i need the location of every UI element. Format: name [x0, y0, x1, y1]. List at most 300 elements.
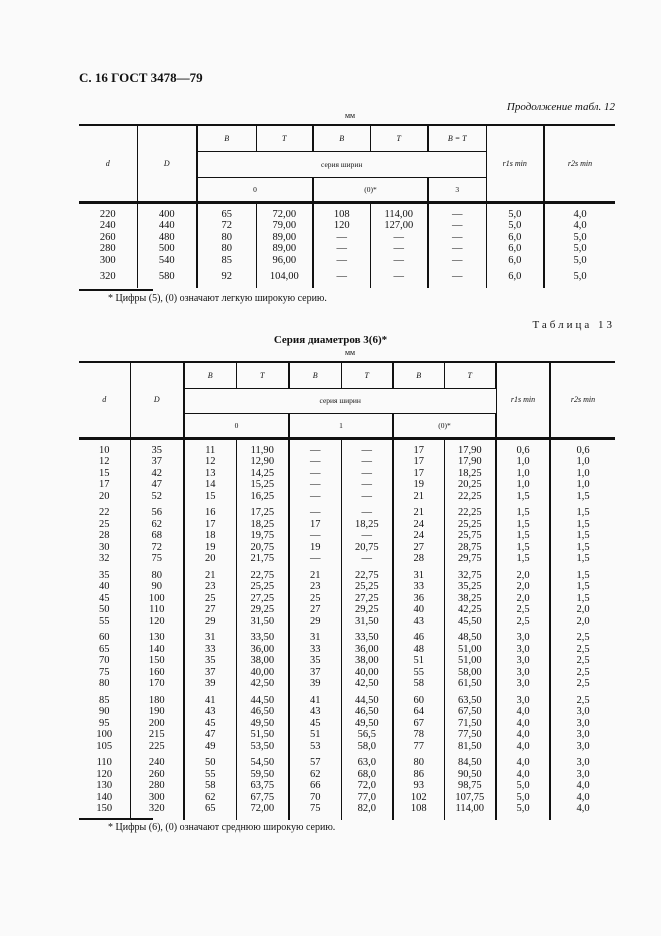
table-cell: 42,50	[236, 678, 289, 690]
table-row	[79, 468, 615, 480]
table-cell: 2,5	[496, 616, 550, 628]
table-cell: 51,50	[236, 729, 289, 741]
table-cell: 21	[289, 570, 341, 582]
table-cell: 82,0	[341, 803, 393, 815]
table-cell: 5,0	[544, 232, 615, 244]
table-cell: 107,75	[444, 792, 496, 804]
table-cell: 17	[393, 456, 444, 468]
table-cell: 45	[289, 718, 341, 730]
table-cell: 10	[99, 444, 110, 456]
header-B: B	[393, 362, 444, 388]
table-cell: —	[428, 220, 486, 232]
spacer-cell	[184, 815, 236, 820]
table-cell: 46	[393, 632, 444, 644]
header-r2s-min: r2s min	[544, 125, 615, 202]
table-cell: 75	[99, 666, 110, 678]
table-cell: 51,00	[444, 644, 496, 656]
table-cell: 3,0	[496, 678, 550, 690]
table-cell: 27	[393, 542, 444, 554]
table-cell: 29,25	[236, 604, 289, 616]
table-cell: 50	[184, 757, 236, 769]
table-cell: 19	[289, 542, 341, 554]
spacer-cell	[256, 283, 313, 288]
table-cell: 4,0	[550, 792, 615, 804]
table-cell: 61,50	[444, 678, 496, 690]
table-cell: 33	[289, 644, 341, 656]
table-cell: 2,5	[550, 667, 615, 679]
header-B: B	[184, 362, 236, 388]
table-cell: 84,50	[444, 757, 496, 769]
table-cell: 1,5	[550, 530, 615, 542]
table-row	[79, 655, 615, 667]
table-cell: 20	[184, 553, 236, 565]
table-cell: 1,0	[550, 479, 615, 491]
table-cell: 43	[184, 706, 236, 718]
table-cell: 5,0	[544, 243, 615, 255]
table-cell: 16	[184, 507, 236, 519]
table-cell: 102	[393, 792, 444, 804]
table-cell: 36,00	[341, 644, 393, 656]
table-cell: 1,5	[496, 507, 550, 519]
table-cell: 21,75	[236, 553, 289, 565]
table-row	[79, 232, 615, 244]
table-cell: 29	[289, 616, 341, 628]
table-cell: 20,75	[341, 542, 393, 554]
spacer-cell	[486, 283, 544, 288]
table-cell: 60	[99, 632, 110, 643]
table-cell: 27	[289, 604, 341, 616]
spacer-cell	[313, 283, 370, 288]
table-cell: 45,50	[444, 616, 496, 628]
table-cell: 37	[130, 456, 184, 468]
table-cell: 25	[289, 593, 341, 605]
table-cell: 180	[130, 695, 184, 707]
table-cell: 130	[96, 780, 113, 791]
table-cell: 31,50	[236, 616, 289, 628]
table-cell: 240	[99, 220, 116, 231]
table-cell: 38,00	[236, 655, 289, 667]
table-cell: 150	[130, 655, 184, 667]
table-cell: 68	[130, 530, 184, 542]
table-cell: 260	[99, 231, 116, 243]
table-cell: 49,50	[341, 718, 393, 730]
table-cell: 63,75	[236, 780, 289, 792]
table-cell: 440	[137, 220, 197, 232]
table-cell: 160	[130, 667, 184, 679]
table-cell: 55	[393, 667, 444, 679]
spacer-cell	[341, 815, 393, 820]
header-T: T	[256, 125, 313, 151]
table-cell: 2,5	[550, 655, 615, 667]
table-cell: 19	[184, 542, 236, 554]
table-cell: 80	[99, 678, 110, 689]
table-cell: 13	[184, 468, 236, 480]
table-cell: 22,75	[236, 570, 289, 582]
table-cell: 51	[289, 729, 341, 741]
table-cell: 0,6	[550, 445, 615, 457]
header-series-0-star: (0)*	[393, 413, 496, 438]
table-cell: 1,0	[496, 468, 550, 480]
table-cell: 92	[197, 271, 256, 283]
table-cell: 25,75	[444, 530, 496, 542]
table-cell: 31	[184, 632, 236, 644]
table-cell: 3,0	[550, 741, 615, 753]
table-cell: 72,00	[236, 803, 289, 815]
table-cell: —	[289, 507, 341, 519]
header-series-3: 3	[428, 177, 486, 202]
table-cell: 50	[99, 604, 110, 615]
table-cell: 36,00	[236, 644, 289, 656]
table-cell: —	[370, 232, 428, 244]
table-cell: 25,25	[236, 581, 289, 593]
table-cell: 24	[393, 530, 444, 542]
table-cell: 4,0	[496, 706, 550, 718]
table-cell: 21	[393, 507, 444, 519]
table-cell: 31	[393, 570, 444, 582]
table-cell: 55	[99, 615, 110, 627]
table-cell: 105	[96, 740, 113, 752]
table-cell: 1,5	[496, 530, 550, 542]
table-cell: —	[341, 445, 393, 457]
table-cell: 89,00	[256, 232, 313, 244]
table-row	[79, 803, 615, 815]
table-cell: 1,5	[550, 593, 615, 605]
spacer-cell	[79, 283, 137, 288]
table-cell: 67,50	[444, 706, 496, 718]
table-cell: 2,0	[496, 581, 550, 593]
table-row	[79, 678, 615, 690]
table-cell: 108	[313, 209, 370, 221]
table-row	[79, 695, 615, 707]
table-cell: 100	[96, 729, 113, 740]
spacer-cell	[289, 815, 341, 820]
table-cell: 41	[184, 695, 236, 707]
table-cell: 4,0	[550, 803, 615, 815]
table-cell: 2,5	[550, 678, 615, 690]
table-cell: 3,0	[496, 644, 550, 656]
table-cell: 114,00	[444, 803, 496, 815]
table-cell: 3,0	[496, 655, 550, 667]
table-cell: 38,25	[444, 593, 496, 605]
header-D: D	[130, 362, 184, 438]
table-cell: 86	[393, 769, 444, 781]
table-cell: 17	[184, 519, 236, 531]
table-row	[79, 757, 615, 769]
table-cell: 70	[99, 655, 110, 666]
table-cell: 47	[130, 479, 184, 491]
table-row	[79, 718, 615, 730]
table-cell: 75	[289, 803, 341, 815]
table-cell: 85	[99, 694, 110, 706]
table-cell: 77	[393, 741, 444, 753]
spacer-cell	[544, 283, 615, 288]
table-cell: 19,75	[236, 530, 289, 542]
table-cell: 140	[96, 791, 113, 803]
table-cell: 36	[393, 593, 444, 605]
table-cell: 37	[289, 667, 341, 679]
table-cell: 100	[130, 593, 184, 605]
table-cell: 40	[393, 604, 444, 616]
table-cell: —	[428, 271, 486, 283]
table-cell: 98,75	[444, 780, 496, 792]
table-cell: 0,6	[496, 445, 550, 457]
table-cell: 190	[130, 706, 184, 718]
footnote: * Цифры (6), (0) означают среднюю широкую серию.	[108, 822, 336, 833]
table-cell: 3,0	[550, 706, 615, 718]
table-row	[79, 667, 615, 679]
spacer-cell	[496, 815, 550, 820]
table-cell: 6,0	[486, 232, 544, 244]
table-cell: 22,75	[341, 570, 393, 582]
table-row	[79, 243, 615, 255]
table-cell: 58,00	[444, 667, 496, 679]
table-cell: 35	[184, 655, 236, 667]
header-D: D	[137, 125, 197, 202]
table-cell: 90	[130, 581, 184, 593]
table-cell: —	[341, 468, 393, 480]
table-cell: 5,0	[486, 209, 544, 221]
table-cell: 4,0	[496, 729, 550, 741]
table-cell: —	[289, 468, 341, 480]
table-cell: 30	[99, 541, 110, 553]
table-cell: 85	[197, 255, 256, 267]
table-cell: 12	[184, 456, 236, 468]
table-cell: 25,25	[341, 581, 393, 593]
table-row	[79, 706, 615, 718]
table-cell: 58,0	[341, 741, 393, 753]
table-row	[79, 507, 615, 519]
table-cell: 72,0	[341, 780, 393, 792]
table-cell: 62	[184, 792, 236, 804]
table-cell: 240	[130, 757, 184, 769]
table-cell: 58	[393, 678, 444, 690]
table-title: Серия диаметров 3(6)*	[273, 334, 388, 346]
table-cell: 200	[130, 718, 184, 730]
table-cell: —	[289, 456, 341, 468]
table-cell: 42,25	[444, 604, 496, 616]
table-cell: 29	[184, 616, 236, 628]
table-cell: 12,90	[236, 456, 289, 468]
table-cell: 71,50	[444, 718, 496, 730]
table-cell: 25	[99, 518, 110, 530]
table-row	[79, 604, 615, 616]
table-cell: 1,0	[550, 456, 615, 468]
table-cell: 17,25	[236, 507, 289, 519]
header-T: T	[444, 362, 496, 388]
table-cell: 4,0	[496, 757, 550, 769]
table-cell: 25,25	[444, 519, 496, 531]
footnote-divider	[79, 818, 153, 820]
table-cell: 108	[393, 803, 444, 815]
table-cell: 40	[99, 581, 110, 592]
table-row	[79, 456, 615, 468]
table-row	[79, 445, 615, 457]
table-cell: 45	[184, 718, 236, 730]
table-cell: 51,00	[444, 655, 496, 667]
table-cell: 4,0	[496, 718, 550, 730]
table-cell: 29,75	[444, 553, 496, 565]
table-cell: 52	[130, 491, 184, 503]
table-cell: 5,0	[486, 220, 544, 232]
table-cell: 14	[184, 479, 236, 491]
table-cell: 215	[130, 729, 184, 741]
table-cell: 46,50	[341, 706, 393, 718]
table-row	[79, 632, 615, 644]
table-cell: 78	[393, 729, 444, 741]
table-cell: 1,0	[550, 468, 615, 480]
table-cell: 35	[289, 655, 341, 667]
table-cell: 65	[184, 803, 236, 815]
table-cell: 27,25	[236, 593, 289, 605]
header-series-0: 0	[184, 413, 289, 438]
table-cell: —	[341, 456, 393, 468]
table-cell: 56	[130, 507, 184, 519]
table-cell: 17	[393, 445, 444, 457]
table-cell: 1,5	[496, 553, 550, 565]
spacer-cell	[370, 283, 428, 288]
table-cell: 18	[184, 530, 236, 542]
table-cell: 43	[393, 616, 444, 628]
table-cell: 18,25	[341, 519, 393, 531]
table-cell: 580	[137, 271, 197, 283]
table-cell: 5,0	[544, 255, 615, 267]
table-cell: 2,5	[550, 695, 615, 707]
table-cell: 2,0	[496, 593, 550, 605]
table-cell: 38,00	[341, 655, 393, 667]
table-cell: 1,5	[496, 519, 550, 531]
table-cell: 16,25	[236, 491, 289, 503]
table-cell: —	[428, 232, 486, 244]
table-cell: 33	[393, 581, 444, 593]
table-cell: 31,50	[341, 616, 393, 628]
table-cell: 17	[99, 479, 110, 490]
table-cell: 54,50	[236, 757, 289, 769]
table-cell: 95	[99, 717, 110, 729]
spacer-cell	[550, 815, 615, 820]
table-cell: 1,5	[550, 519, 615, 531]
table-cell: 35	[130, 445, 184, 457]
table-cell: —	[313, 232, 370, 244]
table-cell: 77,50	[444, 729, 496, 741]
table-cell: 42,50	[341, 678, 393, 690]
table-cell: 120	[96, 768, 113, 780]
table-row	[79, 519, 615, 531]
table-row	[79, 479, 615, 491]
header-series-width: серия ширин	[184, 388, 496, 413]
table-cell: —	[313, 255, 370, 267]
table-cell: 20,75	[236, 542, 289, 554]
table-cell: 15	[184, 491, 236, 503]
table-cell: 320	[99, 271, 116, 282]
units-label: мм	[344, 111, 356, 120]
table-cell: 3,0	[496, 632, 550, 644]
spacer-cell	[444, 815, 496, 820]
table-cell: 6,0	[486, 255, 544, 267]
table-cell: 114,00	[370, 209, 428, 221]
table-cell: 90,50	[444, 769, 496, 781]
table-cell: 300	[99, 254, 116, 266]
table-row	[79, 741, 615, 753]
table-cell: 24	[393, 519, 444, 531]
table-cell: 320	[130, 803, 184, 815]
table-cell: 53,50	[236, 741, 289, 753]
table-cell: 140	[130, 644, 184, 656]
table-13	[79, 361, 615, 820]
table-cell: 104,00	[256, 271, 313, 283]
table-cell: 23	[184, 581, 236, 593]
table-cell: 27,25	[341, 593, 393, 605]
table-cell: 58	[184, 780, 236, 792]
table-cell: 46,50	[236, 706, 289, 718]
table-cell: 3,0	[550, 718, 615, 730]
spacer-cell	[197, 283, 256, 288]
table-cell: 1,5	[550, 507, 615, 519]
table-cell: 44,50	[236, 695, 289, 707]
table-row	[79, 729, 615, 741]
table-cell: 5,0	[544, 271, 615, 283]
table-cell: 96,00	[256, 255, 313, 267]
table-cell: 43	[289, 706, 341, 718]
header-d: d	[79, 362, 130, 438]
table-cell: 35,25	[444, 581, 496, 593]
table-cell: —	[313, 243, 370, 255]
table-cell: —	[370, 271, 428, 283]
table-cell: 67,75	[236, 792, 289, 804]
footnote-divider	[79, 289, 153, 291]
table-cell: 1,5	[550, 581, 615, 593]
table-cell: —	[428, 255, 486, 267]
table-cell: 48,50	[444, 632, 496, 644]
table-cell: 64	[393, 706, 444, 718]
table-cell: 80	[130, 570, 184, 582]
table-cell: 280	[130, 780, 184, 792]
table-cell: 80	[197, 232, 256, 244]
table-row	[79, 220, 615, 232]
table-cell: 40,00	[341, 667, 393, 679]
table-cell: 3,0	[550, 757, 615, 769]
table-row	[79, 271, 615, 283]
table-cell: 53	[289, 741, 341, 753]
table-cell: 2,5	[496, 604, 550, 616]
table-cell: 75	[130, 553, 184, 565]
table-cell: 2,5	[550, 644, 615, 656]
table-cell: 67	[393, 718, 444, 730]
table-cell: 21	[184, 570, 236, 582]
table-cell: 18,25	[444, 468, 496, 480]
table-cell: 33	[184, 644, 236, 656]
table-cell: 1,5	[550, 553, 615, 565]
header-series-width: серия ширин	[197, 151, 486, 177]
table-cell: 11,90	[236, 445, 289, 457]
table-row	[79, 542, 615, 554]
table-cell: 41	[289, 695, 341, 707]
table-cell: 20,25	[444, 479, 496, 491]
table-cell: 55	[184, 769, 236, 781]
header-series-0: 0	[197, 177, 313, 202]
table-cell: 15,25	[236, 479, 289, 491]
table-cell: 130	[130, 632, 184, 644]
table-cell: 66	[289, 780, 341, 792]
table-cell: 29,25	[341, 604, 393, 616]
table-cell: —	[341, 479, 393, 491]
table-row	[79, 553, 615, 565]
table-cell: 27	[184, 604, 236, 616]
table-cell: 4,0	[544, 209, 615, 221]
table-cell: 63,0	[341, 757, 393, 769]
table-cell: 120	[130, 616, 184, 628]
table-cell: 17	[289, 519, 341, 531]
table-cell: 18,25	[236, 519, 289, 531]
